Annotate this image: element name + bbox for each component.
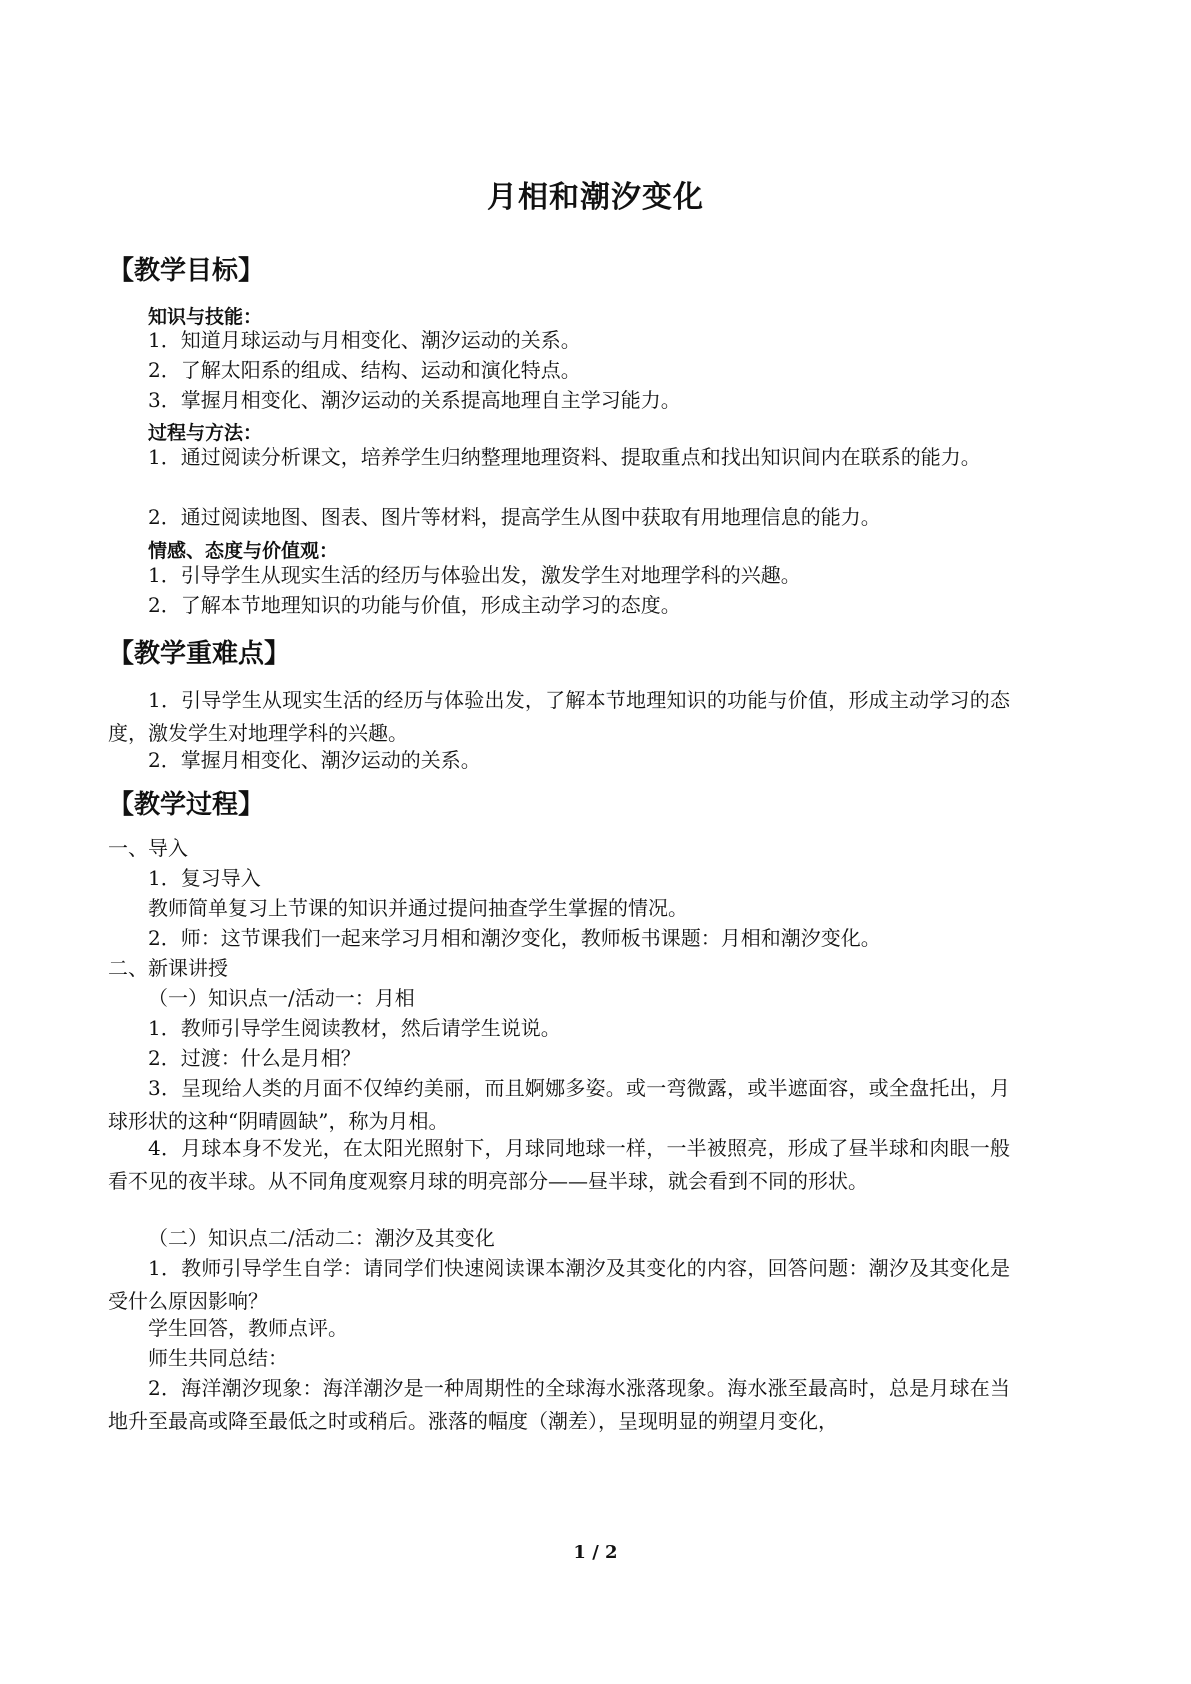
part1-item-3: 3．呈现给人类的月面不仅绰约美丽，而且婀娜多姿。或一弯微露，或半遮面容，或全盘托出，月球形状的这种“阴晴圆缺”，称为月相。 (108, 1076, 1010, 1133)
knowledge-item-3: 3．掌握月相变化、潮汐运动的关系提高地理自主学习能力。 (148, 388, 681, 412)
part1-item-2: 2．过渡：什么是月相？ (148, 1046, 361, 1070)
section-heading-objectives: 【教学目标】 (108, 256, 265, 286)
part2-label: （二）知识点二/活动二：潮汐及其变化 (148, 1226, 495, 1250)
subheading-knowledge: 知识与技能： (148, 306, 263, 328)
document-title: 月相和潮汐变化 (487, 180, 704, 215)
intro-step-2: 2．师：这节课我们一起来学习月相和潮汐变化，教师板书课题：月相和潮汐变化。 (148, 926, 881, 950)
keypoint-item-1: 1．引导学生从现实生活的经历与体验出发，了解本节地理知识的功能与价值，形成主动学习的态度，激发学生对地理学科的兴趣。 (108, 688, 1010, 745)
part1-item-1: 1．教师引导学生阅读教材，然后请学生说说。 (148, 1016, 561, 1040)
subheading-attitude: 情感、态度与价值观： (148, 540, 339, 562)
page-number: 1 / 2 (573, 1542, 618, 1563)
part1-item-4: 4．月球本身不发光，在太阳光照射下，月球同地球一样，一半被照亮，形成了昼半球和肉眼一般看不见的夜半球。从不同角度观察月球的明亮部分——昼半球，就会看到不同的形状。 (108, 1136, 1010, 1193)
intro-step-1-text: 教师简单复习上节课的知识并通过提问抽查学生掌握的情况。 (148, 896, 688, 920)
part2-summary: 师生共同总结： (148, 1346, 288, 1370)
part2-reply: 学生回答，教师点评。 (148, 1316, 348, 1340)
subheading-process: 过程与方法： (148, 422, 263, 444)
intro-step-1: 1．复习导入 (148, 866, 261, 890)
knowledge-item-1: 1．知道月球运动与月相变化、潮汐运动的关系。 (148, 328, 581, 352)
process-item-2: 2．通过阅读地图、图表、图片等材料，提高学生从图中获取有用地理信息的能力。 (148, 505, 881, 529)
attitude-item-2: 2．了解本节地理知识的功能与价值，形成主动学习的态度。 (148, 593, 681, 617)
part1-label: （一）知识点一/活动一：月相 (148, 986, 415, 1010)
part2-item-1: 1．教师引导学生自学：请同学们快速阅读课本潮汐及其变化的内容，回答问题：潮汐及其变化是受什么原因影响？ (108, 1256, 1010, 1313)
newlesson-label: 二、新课讲授 (108, 956, 228, 980)
keypoint-item-2: 2．掌握月相变化、潮汐运动的关系。 (148, 748, 481, 772)
process-item-1: 1．通过阅读分析课文，培养学生归纳整理地理资料、提取重点和找出知识间内在联系的能力。 (148, 445, 981, 469)
intro-label: 一、导入 (108, 836, 188, 860)
knowledge-item-2: 2．了解太阳系的组成、结构、运动和演化特点。 (148, 358, 581, 382)
attitude-item-1: 1．引导学生从现实生活的经历与体验出发，激发学生对地理学科的兴趣。 (148, 563, 801, 587)
part2-item-2: 2．海洋潮汐现象：海洋潮汐是一种周期性的全球海水涨落现象。海水涨至最高时，总是月球在当地升至最高或降至最低之时或稍后。涨落的幅度（潮差），呈现明显的朔望月变化， (108, 1376, 1010, 1433)
section-heading-process: 【教学过程】 (108, 790, 265, 820)
section-heading-keypoints: 【教学重难点】 (108, 639, 291, 669)
